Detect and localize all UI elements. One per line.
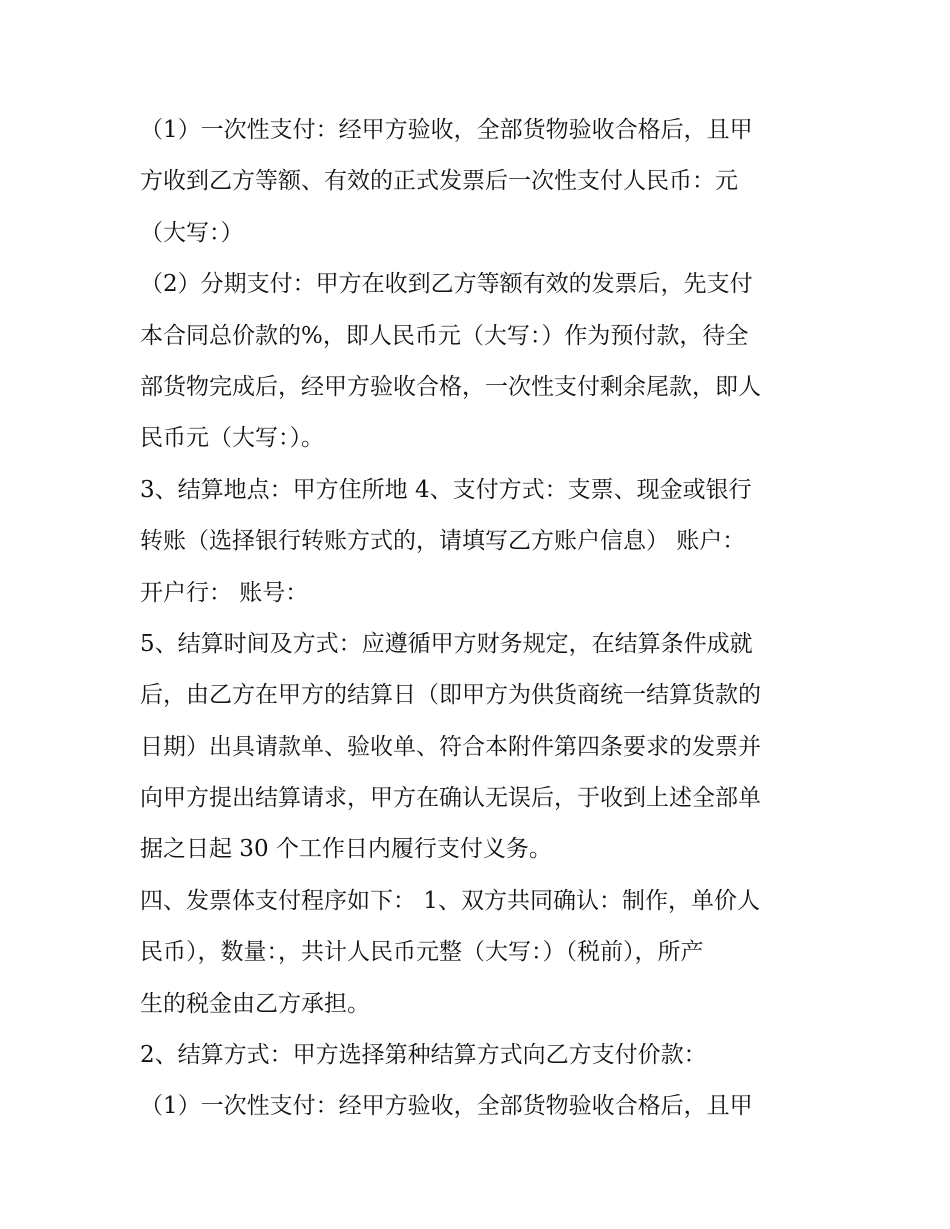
text-line: （大写：） — [140, 219, 244, 246]
text-line: （2）分期支付：甲方在收到乙方等额有效的发票后，先支付 — [140, 271, 753, 298]
text-line: 3、结算地点：甲方住所地 4、支付方式：支票、现金或银行 — [140, 476, 752, 503]
text-line: 方收到乙方等额、有效的正式发票后一次性支付人民币：元 — [140, 168, 738, 195]
text-line: 日期）出具请款单、验收单、符合本附件第四条要求的发票并 — [140, 733, 761, 760]
text-line: 2、结算方式：甲方选择第种结算方式向乙方支付价款： — [140, 1042, 707, 1069]
text-line: 本合同总价款的%，即人民币元（大写：）作为预付款，待全 — [140, 322, 749, 349]
text-line: （1）一次性支付：经甲方验收，全部货物验收合格后，且甲 — [140, 117, 753, 143]
text-line: 民币元（大写：）。 — [140, 425, 324, 452]
text-line: 5、结算时间及方式：应遵循甲方财务规定，在结算条件成就 — [140, 630, 753, 657]
text-line: 民币），数量：，共计人民币元整（大写：）（税前），所产 — [140, 939, 704, 966]
text-line: 向甲方提出结算请求，甲方在确认无误后，于收到上述全部单 — [140, 785, 761, 812]
text-line: 开户行： 账号： — [140, 579, 309, 606]
text-line: （1）一次性支付：经甲方验收，全部货物验收合格后，且甲 — [140, 1093, 753, 1120]
text-line: 生的税金由乙方承担。 — [140, 990, 370, 1017]
text-line: 四、发票体支付程序如下： 1、双方共同确认：制作，单价人 — [140, 887, 760, 914]
text-line: 部货物完成后，经甲方验收合格，一次性支付剩余尾款，即人 — [140, 373, 761, 400]
text-line: 据之日起 30 个工作日内履行支付义务。 — [140, 836, 552, 863]
text-line: 后，由乙方在甲方的结算日（即甲方为供货商统一结算货款的 — [140, 682, 761, 709]
text-line: 转账（选择银行转账方式的，请填写乙方账户信息） 账户： — [140, 528, 746, 555]
document-body — [140, 105, 830, 1133]
